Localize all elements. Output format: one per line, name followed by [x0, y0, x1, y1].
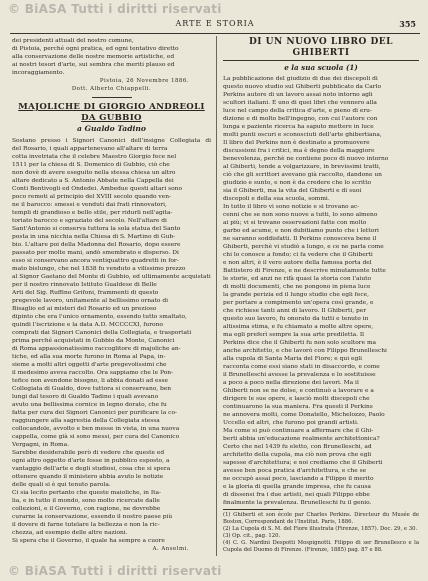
text-line: a poco a poco nella direzione dei lavori. Ma il — [223, 380, 359, 386]
text-line: lunga e paziente ricerca ha saputo mettere in luce — [223, 124, 374, 130]
text-line: Battistero di Firenze, e ne descrive minutamente tutte — [223, 268, 386, 274]
text-line: Ci sia lecito pertanto che queste maioliche, in Ita- — [12, 490, 162, 496]
text-line: racconta come essi siano stati in disaccordo, e come — [223, 364, 380, 370]
text-line: berti abbia un'educazione realmente architettonica? — [223, 436, 380, 442]
column-divider — [216, 36, 217, 556]
text-line: bio. L'altare poi della Madonna del Rosario, dopo essere — [12, 242, 181, 248]
text-line: La pubblicazione del giudizio di due dei discepoli di — [223, 76, 378, 82]
page-number: 355 — [399, 19, 416, 29]
text-line: Perkins dice che il Ghiberti fu non solo scultore ma — [223, 340, 377, 346]
text-line: di molti documenti, che ne pongono in piena luce — [223, 284, 371, 290]
article-title-maioliche: MAJOLICHE DI GIORGIO ANDREOLI DA GUBBIO — [18, 102, 205, 123]
text-line: ogni altro oggetto d'arte fosse in pubblico esposto, a — [12, 458, 170, 464]
text-line: il dovere di farne tutelare la bellezza e non la ric- — [12, 522, 160, 528]
text-line: Ghiberti non se ne dolse, e continuò a lavorare e a — [223, 388, 374, 394]
article-subtitle-scuola: e la sua scuola (1) — [284, 63, 358, 72]
text-line: dei presidenti attuali del nostro comune, — [12, 38, 134, 44]
text-line: Collegiata di Gualdo, dove tuttora si conservano, ben — [12, 386, 172, 392]
text-line: Bisaglio ed ai misteri del Rosario ed un prezioso — [12, 306, 157, 312]
watermark-bottom: © BiASA Tutti i diritti riservati — [8, 564, 222, 578]
text-line: comprati dai Signori Canonici della Collegiata, e trasportati — [12, 330, 192, 336]
text-line: Perkins autore di un lavoro assai noto intorno agli — [223, 92, 373, 98]
text-line: e la gloria di quella grande impresa, che fu causa — [223, 484, 371, 490]
text-line: vantaggio dell'arte e degli studiosi, cosa che si spera — [12, 466, 171, 472]
text-line: di Pistoia, perché ogni pratica, ed ogni tentativo diretto — [12, 46, 179, 52]
separator-rule — [92, 97, 132, 98]
text-line: continuarono la sua maniera. Fra questi il Perkins — [223, 404, 373, 410]
footnote: (4) C. G. Nardini Despotti Mospignotti. Filippo di ser Brunellesco e la Cupola del Duomo di Firenze. (Firenze, 1885) pag. 87 e 88. — [223, 540, 419, 553]
text-line: collezioni, e il Governo, con ragione, ne dovrebbe — [12, 506, 161, 512]
author-signature-anselmi: A. Anselmi. — [152, 546, 189, 552]
text-line: garbo ed acume, e non dubitiamo punto che i lettori — [223, 228, 379, 234]
text-line: ne annovera molti, come Donatello, Michelozzo, Paolo — [223, 412, 385, 418]
text-line: ne saranno soddisfatti. Il Perkins conosceva bene il — [223, 236, 377, 242]
text-line: Conti Bentivogli ed Ondedei. Ambedue questi altari sono — [12, 186, 182, 192]
text-line: ma egli preferì sempre la sua arte prediletta. Il — [223, 332, 365, 338]
running-header — [8, 19, 422, 33]
footnotes — [223, 512, 419, 554]
text-line: toriato barocco e sgraziato del secolo. Nell'altare di — [12, 218, 167, 224]
text-line: sapesse d'architettura; e noi crediamo che il Ghiberti — [223, 460, 383, 466]
text-line: cappella, come già si sono messi, per cura del Canonico — [12, 434, 180, 440]
header-title: ARTE E STORIA — [175, 19, 255, 28]
text-line: che richiese tanti anni di lavoro. Il Ghiberti, per — [223, 308, 367, 314]
watermark-top: © BiASA Tutti i diritti riservati — [8, 2, 222, 16]
text-line: del Rosario, i quali appartenevano all'altare di terra — [12, 146, 168, 152]
text-line: alla cupola di Santa Maria del Fiore; e qui egli — [223, 356, 362, 362]
text-line: Vergagni, in Roma. — [12, 442, 69, 448]
text-line: templi di grandioso e bello stile, per ridurli nell'agita- — [12, 210, 173, 216]
article-subtitle-gualdo: a Gualdo Tadino — [76, 124, 147, 133]
text-line: prima perché acquistati in Gubbio da Monte, Canonici — [12, 338, 175, 344]
text-line: discussioni fra i critici, ma è degno della maggiore — [223, 148, 375, 154]
text-line: e non altri, è il vero autore della famosa porta del — [223, 260, 372, 266]
text-line: sia il Ghiberti, ma la vita del Ghiberti e di suoi — [223, 188, 362, 194]
header-rule — [10, 33, 420, 34]
text-line: Sostano presso i Signori Canonici dell'insigne Collegiata di — [12, 138, 211, 144]
text-line: discepoli e della sua scuola, sommi. — [223, 196, 330, 202]
text-line: di dissensi fra i due artisti, nei quali Filippo ebbe — [223, 492, 370, 498]
text-line: benevolenza, perchè ne contiene poco di nuovo intorno — [223, 156, 389, 162]
text-line: per portare a compimento un'opera così grande, e — [223, 300, 374, 306]
article-body-maioliche — [12, 137, 211, 545]
text-line: tefice non avendone bisogno, li abbia donati ad esse — [12, 378, 168, 384]
text-line: questo nuovo studio sul Ghiberti pubblicato da Carlo — [223, 84, 382, 90]
text-line: scultori italiani. È uno di quei libri che vennero alla — [223, 100, 377, 106]
text-line: Arti del Sig. Ruffino Grifoni, frammenti di questo — [12, 290, 159, 296]
text-line: collocandole, avvolto e ben messe in vista, in una nuova — [12, 426, 180, 432]
text-line: avesse ben poca pratica d'architettura, e che se — [223, 468, 367, 474]
text-line: questo suo lavoro, fu onorato da tutti e tenuto in — [223, 316, 369, 322]
text-line: finalmente la prevalenza. Brunelleschi fu il genio. — [223, 500, 372, 506]
text-line: altare dedicato a S. Antonio Abbate nella Cappella dei — [12, 178, 174, 184]
footnote: (1) Ghiberti et son école par Charles Perkins. Directeur du Musée de Boston, Correspondant de l'Institut. Paris, 1886. — [223, 512, 419, 525]
footnote: (3) Op. cit., pag. 120. — [223, 533, 281, 539]
text-line: pregevole lavoro, unitamente al bellissimo ornato di — [12, 298, 168, 304]
text-line: il Brunelleschi avesse la prevalenza e lo sostituisse — [223, 372, 376, 378]
text-line: ne il barocco: smessi e venduti dai frati rinnovatori, — [12, 202, 167, 208]
text-line: incoraggiamento. — [12, 70, 65, 76]
text-line: quindi l'iscrizione e la data A.D. MCCCCXI, furono — [12, 322, 163, 328]
text-line: per il nostro rinnovato Istituto Gualdese di Belle — [12, 282, 157, 288]
text-line: ottenere quando il ministero abbia avuto le notizie — [12, 474, 164, 480]
text-line: ciò che gli scrittori avevano già raccolto, dandone un — [223, 172, 382, 178]
text-line: anche architetto, e che lavorò con Filippo Brunelleschi — [223, 348, 387, 354]
text-line: il medesimo aveva raccolto. Ora sappiamo che le Pon- — [12, 370, 174, 376]
text-line: architetto della cupola, ma ciò non prova che egli — [223, 452, 372, 458]
right-column — [223, 37, 419, 554]
text-line: la grande perizia ed il lungo studio che egli fece, — [223, 292, 369, 298]
text-line: tiche, ed alla sua morte furono in Roma al Papa, in- — [12, 354, 166, 360]
text-line: sieme a molti altri oggetti d'arte pregevolissimi che — [12, 362, 167, 368]
text-line: Ma come si può continuare a affermare che il Ghi- — [223, 428, 374, 434]
left-column — [12, 37, 211, 553]
text-line: curarne la conservazione, essendo il nostro paese più — [12, 514, 173, 520]
text-line: chezza, ad esempio delle altre nazioni. — [12, 530, 128, 536]
text-line: lia, e in tutto il mondo, sono molto ricercate dalle — [12, 498, 160, 504]
text-line: al Ghiberti, tende a volgarizzare, in brevissimi tratti, — [223, 164, 381, 170]
text-line: ai nostri tesori d'arte, sui sembra che meriti plauso ed — [12, 62, 175, 68]
text-line: In tutto il libro vi sono notizie e si trovano ac- — [223, 204, 360, 210]
text-line: dipinto che era l'unico ornamento, essendo tutto smaltato, — [12, 314, 187, 320]
text-line: Si spera che il Governo, il quale ha sempre a cuore — [12, 538, 165, 544]
text-line: molti punti oscuri e sconosciuti dell'arte ghibertiana, — [223, 132, 382, 138]
text-line: le storie, ed anzi ne rifà quasi la storia con l'aiuto — [223, 276, 372, 282]
place-date: Pistoia, 26 Novembre 1886. — [99, 78, 189, 84]
text-line: delle quali si è qui tenuto parola. — [12, 482, 111, 488]
text-line: dirigere le sue opere, e lasciò molti discepoli che — [223, 396, 370, 402]
text-line: fatta per cura dei Signori Canonici per purificare la co- — [12, 410, 177, 416]
text-line: avuto una bellissima cornice in legno dorato, che fu — [12, 402, 167, 408]
footnote-rule — [223, 509, 283, 510]
text-line: ai più; vi si trovano osservazioni fatte con molto — [223, 220, 367, 226]
text-line: cotta invetriata che il celebre Maestro Giorgio fece nel — [12, 154, 177, 160]
text-line: Sarebbe desiderabile però di vedere che queste ed — [12, 450, 165, 456]
text-line: raggiungere alla sagrestia della Collegiata stessa — [12, 418, 160, 424]
text-line: ne occupò assai poco, lasciando a Filippo il merito — [223, 476, 374, 482]
text-line: non dovè di avere eseguito nella stessa chiesa un altro — [12, 170, 176, 176]
text-line: luce nel campo della critica d'arte, e pieno di eru- — [223, 108, 372, 114]
text-line: Sant'Antonio si conserva tuttora la sola statua del Santo — [12, 226, 181, 232]
text-line: lungi dal tesoro di Gualdo Tadino i quali avevano — [12, 394, 159, 400]
text-line: giudizio e sunto, e non è da credere che lo scritto — [223, 180, 372, 186]
text-line: al Signor Gaetano del Monte di Gubbio, ed ultimamente acquistati — [12, 274, 211, 280]
text-line: posta in una nicchia nella Chiesa di S. Martino di Gub- — [12, 234, 176, 240]
article-title-ghiberti: DI UN NUOVO LIBRO DEL GHIBERTI — [223, 37, 419, 61]
article-body-ghiberti — [223, 75, 419, 507]
text-line: dizione e di molto bell'ingegno, con cui l'autore con — [223, 116, 378, 122]
text-line: Uccello ed altri, che furono poi grandi artisti. — [223, 420, 359, 426]
intro-paragraph — [12, 37, 211, 77]
text-line: chi lo conosce a fondo; ci fa vedere che il Ghiberti — [223, 252, 373, 258]
text-line: passato per molte mani, andò smembrato e disperso. Di — [12, 250, 179, 256]
text-line: Certo che nel 1439 fu eletto, con Brunelleschi, ad — [223, 444, 372, 450]
text-line: cenni che se non sono nuove a tutti, lo sono almeno — [223, 212, 378, 218]
text-line: poco remoti al principio del XVIII secolo quando ven- — [12, 194, 172, 200]
text-line: Il libro del Perkins non è destinato a promuovere — [223, 140, 370, 146]
text-line: alla conservazione delle nostre memorie artistiche, ed — [12, 54, 175, 60]
text-line: mato bislungo, che nel 1838 fu venduto a vilissimo prezzo — [12, 266, 186, 272]
text-line: esso si conservano ancora ventiquattro quadretti in for- — [12, 258, 179, 264]
text-line: Ghiberti, perchè vi studiò a lungo, e ce ne parla come — [223, 244, 384, 250]
text-line: 1511 per la chiesa di S. Domenico di Gubbio, ciò che — [12, 162, 170, 168]
text-line: altissima stima, e fu chiamato a molte altre opere, — [223, 324, 374, 330]
footnote: (2) La Cupola di S. M. del Fiore illustrata (Firenze, 1857). Doc. 29, e 30. — [223, 526, 418, 532]
text-line: di Roma appassionatissimo raccoglitore di majoliche an- — [12, 346, 181, 352]
author-signature-top: Dott. Alberto Chiappelli. — [71, 86, 152, 92]
